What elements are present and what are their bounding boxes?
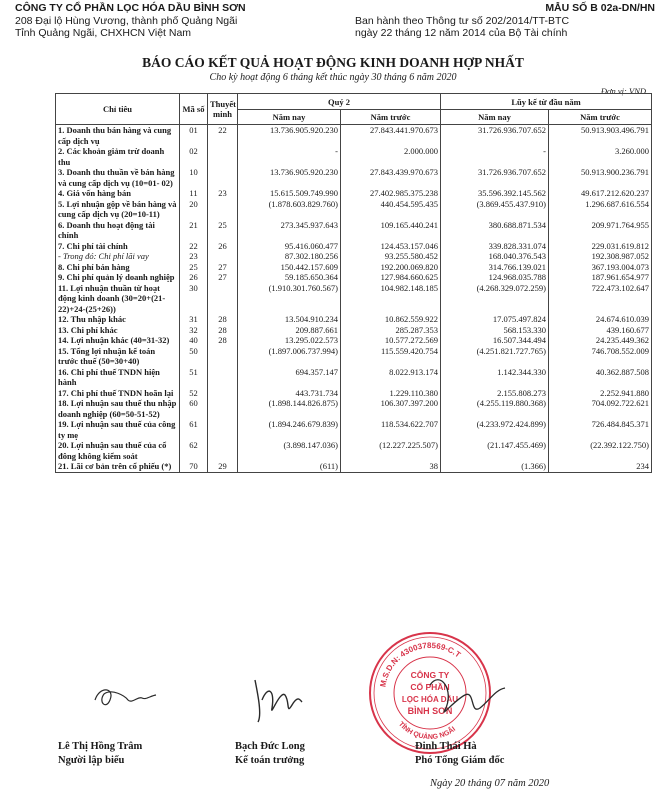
table-row [56,272,652,283]
header-code: Mã số [180,94,208,125]
row-note: 28 [208,335,238,346]
row-ytd-this-year: (4.233.972.424.899) [441,419,549,440]
row-q2-prev-year: 115.559.420.754 [341,346,441,367]
row-note [208,146,238,167]
row-q2-prev-year: 10.577.272.569 [341,335,441,346]
row-label: 21. Lãi cơ bản trên cổ phiếu (*) [56,461,180,472]
table-row [56,241,652,252]
handwritten-signatures [0,660,666,740]
row-ytd-this-year: 314.766.139.021 [441,262,549,273]
table-row [56,335,652,346]
row-ytd-this-year: - [441,146,549,167]
row-label: 8. Chi phí bán hàng [56,262,180,273]
row-code: 26 [180,272,208,283]
preparer-name: Lê Thị Hồng Trâm [58,741,143,752]
accountant-name: Bạch Đức Long [235,741,305,752]
row-q2-prev-year: (12.227.225.507) [341,440,441,461]
row-label: 18. Lợi nhuận sau thuế thu nhập doanh nghiệp (60=50-51-52) [56,398,180,419]
table-row [56,440,652,461]
row-ytd-prev-year: 50.913.900.236.791 [549,167,652,188]
row-ytd-this-year: 1.142.344.330 [441,367,549,388]
row-note [208,367,238,388]
table-row [56,388,652,399]
row-note: 22 [208,125,238,147]
row-q2-this-year: 443.731.734 [238,388,341,399]
director-role: Phó Tổng Giám đốc [415,755,505,766]
row-label: 11. Lợi nhuận thuần từ hoạt động kinh doanh (30=20+(21-22)+24-(25+26)) [56,283,180,315]
row-q2-prev-year: 27.843.441.970.673 [341,125,441,147]
seal-line-1: CÔNG TY [410,670,450,680]
row-q2-this-year: 273.345.937.643 [238,220,341,241]
table-row [56,167,652,188]
accountant-signature [255,680,302,722]
row-ytd-prev-year: 2.252.941.880 [549,388,652,399]
row-code: 22 [180,241,208,252]
row-label: 12. Thu nhập khác [56,314,180,325]
row-label: 7. Chi phí tài chính [56,241,180,252]
header-quarter2: Quý 2 [238,94,441,110]
row-q2-prev-year: 109.165.440.241 [341,220,441,241]
row-label: 9. Chi phí quản lý doanh nghiệp [56,272,180,283]
row-q2-this-year: (1.910.301.760.567) [238,283,341,315]
table-row [56,251,652,262]
row-code: 31 [180,314,208,325]
signature-block [0,660,666,792]
row-ytd-prev-year: 187.961.654.977 [549,272,652,283]
row-code: 60 [180,398,208,419]
row-note: 26 [208,241,238,252]
row-q2-this-year: 13.736.905.920.230 [238,167,341,188]
row-q2-this-year: 87.302.180.256 [238,251,341,262]
row-label: 15. Tổng lợi nhuận kế toán trước thuế (50=30+40) [56,346,180,367]
row-q2-prev-year: 27.402.985.375.238 [341,188,441,199]
row-ytd-this-year: (1.366) [441,461,549,472]
row-code: 25 [180,262,208,273]
report-subtitle: Cho kỳ hoạt động 6 tháng kết thúc ngày 30 tháng 6 năm 2020 [209,72,457,83]
row-q2-prev-year: 1.229.110.380 [341,388,441,399]
director-signature [430,680,505,712]
row-ytd-prev-year: 367.193.004.073 [549,262,652,273]
row-q2-this-year: 209.887.661 [238,325,341,336]
accountant [235,740,305,768]
table-row [56,262,652,273]
row-label: 1. Doanh thu bán hàng và cung cấp dịch vụ [56,125,180,147]
row-code: 50 [180,346,208,367]
table-row [56,461,652,472]
table-row [56,283,652,315]
header-ytd: Lũy kế từ đầu năm [441,94,652,110]
row-q2-prev-year: 118.534.622.707 [341,419,441,440]
company-address-2: Tỉnh Quảng Ngãi, CHXHCN Việt Nam [15,27,192,39]
row-code: 40 [180,335,208,346]
income-statement-table [55,93,652,473]
row-ytd-this-year: 31.726.936.707.652 [441,167,549,188]
document-header [15,2,655,44]
row-ytd-prev-year: 40.362.887.508 [549,367,652,388]
table-row [56,419,652,440]
director [415,740,504,768]
row-note: 28 [208,314,238,325]
row-note [208,388,238,399]
preparer-role: Người lập biểu [58,755,125,766]
row-ytd-this-year: 17.075.497.824 [441,314,549,325]
company-name: CÔNG TY CỔ PHẦN LỌC HÓA DẦU BÌNH SƠN [15,2,246,14]
row-ytd-prev-year: 49.617.212.620.237 [549,188,652,199]
table-row [56,125,652,147]
row-code: 23 [180,251,208,262]
row-code: 01 [180,125,208,147]
row-ytd-this-year: 31.726.936.707.652 [441,125,549,147]
table-row [56,398,652,419]
seal-line-3: LỌC HÓA DẦU [401,695,459,704]
row-ytd-prev-year: 722.473.102.647 [549,283,652,315]
row-q2-prev-year: 440.454.595.435 [341,199,441,220]
currency-unit: Đơn vị: VND [600,86,646,96]
row-q2-this-year: - [238,146,341,167]
seal-line-2: CỔ PHẦN [410,682,450,692]
row-label: 14. Lợi nhuận khác (40=31-32) [56,335,180,346]
row-ytd-prev-year: (22.392.122.750) [549,440,652,461]
row-q2-prev-year: 124.453.157.046 [341,241,441,252]
row-label: 16. Chi phí thuế TNDN hiện hành [56,367,180,388]
row-note [208,440,238,461]
row-q2-this-year: 15.615.509.749.990 [238,188,341,199]
row-ytd-this-year: 568.153.330 [441,325,549,336]
row-q2-prev-year: 106.307.397.200 [341,398,441,419]
row-note: 27 [208,272,238,283]
row-ytd-this-year: 168.040.376.543 [441,251,549,262]
row-ytd-this-year: (4.268.329.072.259) [441,283,549,315]
row-q2-prev-year: 2.000.000 [341,146,441,167]
row-q2-this-year: (1.878.603.829.760) [238,199,341,220]
table-row [56,314,652,325]
row-note: 25 [208,220,238,241]
row-q2-prev-year: 27.843.439.970.673 [341,167,441,188]
row-q2-this-year: (1.894.246.679.839) [238,419,341,440]
director-name: Đinh Thái Hà [415,741,477,752]
row-ytd-this-year: 124.968.035.788 [441,272,549,283]
row-code: 32 [180,325,208,336]
row-q2-this-year: 150.442.157.609 [238,262,341,273]
company-address-1: 208 Đại lộ Hùng Vương, thành phố Quảng Ngãi [15,14,238,27]
table-row [56,188,652,199]
table-row [56,367,652,388]
row-ytd-this-year: 16.507.344.494 [441,335,549,346]
row-label: 5. Lợi nhuận gộp về bán hàng và cung cấp dịch vụ (20=10-11) [56,199,180,220]
row-code: 11 [180,188,208,199]
row-note: 27 [208,262,238,273]
row-q2-prev-year: 8.022.913.174 [341,367,441,388]
row-note: 28 [208,325,238,336]
row-note [208,346,238,367]
accountant-role: Kế toán trưởng [235,755,305,766]
header-item: Chỉ tiêu [56,94,180,125]
row-note [208,283,238,315]
row-q2-this-year: 694.357.147 [238,367,341,388]
row-q2-prev-year: 285.287.353 [341,325,441,336]
row-q2-prev-year: 38 [341,461,441,472]
row-ytd-prev-year: 50.913.903.496.791 [549,125,652,147]
row-q2-prev-year: 104.982.148.185 [341,283,441,315]
row-code: 52 [180,388,208,399]
row-ytd-prev-year: 24.674.610.039 [549,314,652,325]
table-row [56,220,652,241]
row-ytd-this-year: (4.251.821.727.765) [441,346,549,367]
table-row [56,325,652,336]
regulation-line-2: ngày 22 tháng 12 năm 2014 của Bộ Tài chính [355,27,568,39]
table-row [56,199,652,220]
table-body [56,125,652,473]
table-row [56,346,652,367]
row-label: 2. Các khoản giảm trừ doanh thu [56,146,180,167]
row-ytd-prev-year: 1.296.687.616.554 [549,199,652,220]
row-label: 3. Doanh thu thuần về bán hàng và cung cấp dịch vụ (10=01- 02) [56,167,180,188]
row-q2-prev-year: 10.862.559.922 [341,314,441,325]
row-ytd-prev-year: 24.235.449.362 [549,335,652,346]
row-note [208,251,238,262]
preparer [58,740,142,768]
row-q2-this-year: (1.897.006.737.994) [238,346,341,367]
row-code: 10 [180,167,208,188]
row-code: 51 [180,367,208,388]
row-ytd-this-year: 35.596.392.145.562 [441,188,549,199]
row-label: 20. Lợi nhuận sau thuế của cổ đông không kiểm soát [56,440,180,461]
row-code: 62 [180,440,208,461]
row-ytd-prev-year: 234 [549,461,652,472]
row-ytd-this-year: 2.155.808.273 [441,388,549,399]
row-ytd-prev-year: 726.484.845.371 [549,419,652,440]
table-row [56,146,652,167]
row-note [208,199,238,220]
row-note [208,419,238,440]
row-q2-this-year: 95.416.060.477 [238,241,341,252]
row-ytd-this-year: 380.688.871.534 [441,220,549,241]
row-note [208,398,238,419]
row-code: 02 [180,146,208,167]
seal-line-4: BÌNH SƠN [407,706,453,716]
row-q2-this-year: 59.185.650.364 [238,272,341,283]
regulation-line-1: Ban hành theo Thông tư số 202/2014/TT-BTC [355,14,570,27]
row-ytd-prev-year: 746.708.552.009 [549,346,652,367]
form-code: MẪU SỐ B 02a-DN/HN [545,2,655,14]
row-label: 17. Chi phí thuế TNDN hoãn lại [56,388,180,399]
row-q2-this-year: (611) [238,461,341,472]
row-note: 23 [208,188,238,199]
row-label: 6. Doanh thu hoạt động tài chính [56,220,180,241]
row-ytd-prev-year: 229.031.619.812 [549,241,652,252]
header-ytd-this-year: Năm nay [441,110,549,125]
row-code: 70 [180,461,208,472]
row-note: 29 [208,461,238,472]
row-ytd-prev-year: 439.160.677 [549,325,652,336]
row-ytd-this-year: (4.255.119.880.368) [441,398,549,419]
row-q2-this-year: 13.736.905.920.230 [238,125,341,147]
row-ytd-this-year: (3.869.455.437.910) [441,199,549,220]
row-q2-this-year: 13.504.910.234 [238,314,341,325]
row-code: 20 [180,199,208,220]
row-ytd-prev-year: 704.092.722.621 [549,398,652,419]
seal-bottom-text: TỈNH QUẢNG NGÃI [396,720,458,742]
row-ytd-prev-year: 209.971.764.955 [549,220,652,241]
row-ytd-this-year: (21.147.455.469) [441,440,549,461]
seal-ring-text: M.S.D.N: 4300378569-C.T [378,640,463,688]
row-label: 19. Lợi nhuận sau thuế của công ty mẹ [56,419,180,440]
header-q2-this-year: Năm nay [238,110,341,125]
row-note [208,167,238,188]
row-code: 61 [180,419,208,440]
row-code: 30 [180,283,208,315]
row-label: 4. Giá vốn hàng bán [56,188,180,199]
row-ytd-prev-year: 192.308.987.052 [549,251,652,262]
header-q2-prev-year: Năm trước [341,110,441,125]
row-q2-this-year: (1.898.144.826.875) [238,398,341,419]
header-ytd-prev-year: Năm trước [549,110,652,125]
row-ytd-this-year: 339.828.331.074 [441,241,549,252]
report-title: BÁO CÁO KẾT QUẢ HOẠT ĐỘNG KINH DOANH HỢP NHẤT [142,55,524,70]
row-ytd-prev-year: 3.260.000 [549,146,652,167]
row-q2-prev-year: 192.200.069.820 [341,262,441,273]
row-q2-prev-year: 93.255.580.452 [341,251,441,262]
preparer-signature [95,690,156,705]
row-label: 13. Chi phí khác [56,325,180,336]
report-date: Ngày 20 tháng 07 năm 2020 [430,778,550,789]
row-q2-this-year: (3.898.147.036) [238,440,341,461]
header-note: Thuyết minh [208,94,238,125]
row-label: - Trong đó: Chi phí lãi vay [56,251,180,262]
row-q2-this-year: 13.295.022.573 [238,335,341,346]
row-code: 21 [180,220,208,241]
row-q2-prev-year: 127.984.660.625 [341,272,441,283]
